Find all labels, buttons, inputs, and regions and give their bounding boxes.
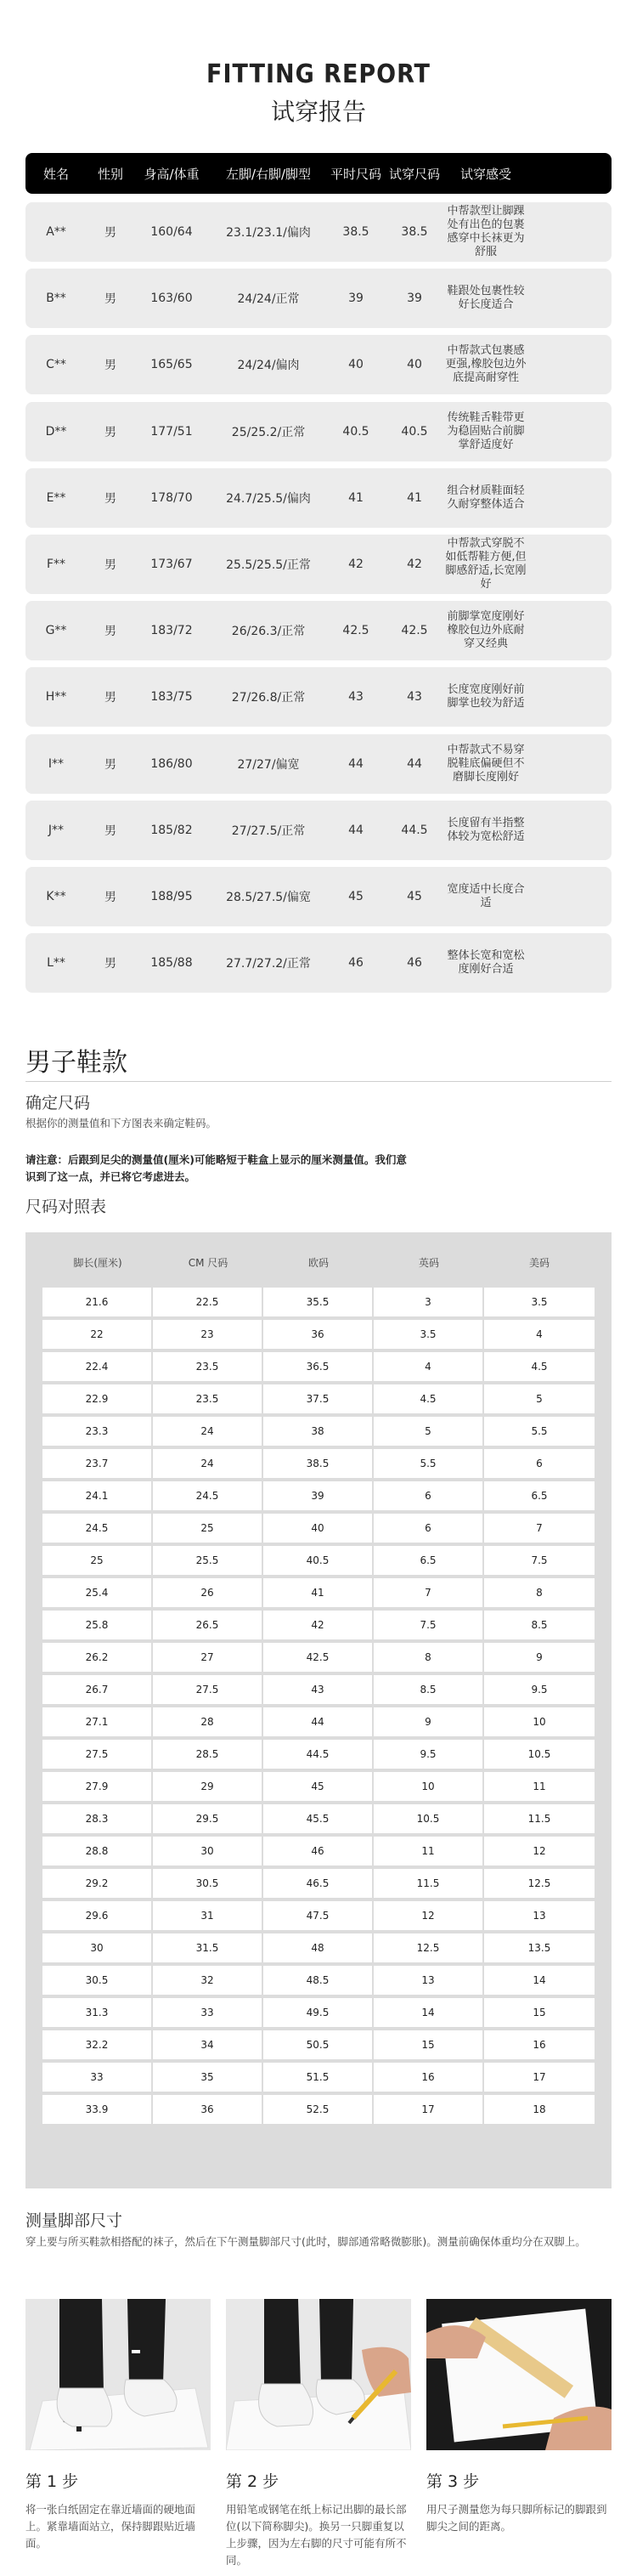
size-chart-row xyxy=(42,1998,595,2027)
size-chart-row xyxy=(42,1869,595,1898)
size-us: 7 xyxy=(536,1522,543,1534)
size-header-cm: CM 尺码 xyxy=(188,1256,228,1269)
fitting-row xyxy=(25,867,612,926)
fit-tried-size: 42.5 xyxy=(401,624,428,638)
fit-feet: 23.1/23.1/偏肉 xyxy=(226,226,311,240)
size-foot-length: 31.3 xyxy=(42,1998,153,2027)
header-tried-size: 试穿尺码 xyxy=(388,166,440,182)
fit-usual-size: 42 xyxy=(348,557,364,571)
size-us: 10.5 xyxy=(527,1748,551,1760)
size-foot-length: 27.5 xyxy=(42,1740,153,1769)
fit-usual-size: 39 xyxy=(348,292,364,306)
size-chart-row xyxy=(42,1546,595,1575)
fit-tried-size: 40 xyxy=(407,358,422,372)
header-feel: 试穿感受 xyxy=(459,166,511,182)
size-foot-length: 30 xyxy=(42,1933,153,1962)
fit-gender: 男 xyxy=(104,757,116,772)
fit-usual-size: 40.5 xyxy=(342,424,369,439)
size-uk: 3.5 xyxy=(374,1320,484,1349)
step-3-label: 第 3 步 xyxy=(426,2472,480,2491)
size-foot-length: 29.2 xyxy=(42,1869,153,1898)
fit-feet: 27.7/27.2/正常 xyxy=(226,957,311,971)
size-chart-row xyxy=(42,1933,595,1962)
size-us: 13.5 xyxy=(527,1942,551,1954)
fitting-row xyxy=(25,335,612,394)
size-foot-length: 22.4 xyxy=(42,1352,153,1381)
fit-feet: 25.5/25.5/正常 xyxy=(226,558,311,572)
fit-gender: 男 xyxy=(104,425,116,439)
size-us: 4 xyxy=(536,1328,543,1340)
size-foot-length: 25.8 xyxy=(42,1611,153,1639)
size-uk: 11 xyxy=(374,1837,484,1865)
size-us: 4.5 xyxy=(531,1361,548,1373)
size-uk: 6 xyxy=(374,1481,484,1510)
size-eu: 41 xyxy=(263,1578,374,1607)
size-us: 10 xyxy=(533,1716,546,1728)
header-height-weight: 身高/体重 xyxy=(144,166,200,182)
fit-tried-size: 43 xyxy=(407,690,422,705)
fit-height-weight: 177/51 xyxy=(150,424,193,439)
header-usual-size: 平时尺码 xyxy=(330,166,381,182)
fitting-row xyxy=(25,667,612,727)
size-foot-length: 23.3 xyxy=(42,1417,153,1446)
size-chart-row xyxy=(42,1449,595,1478)
size-eu: 44 xyxy=(263,1707,374,1736)
fit-feel: 整体长宽和宽松度刚好合适 xyxy=(447,949,525,977)
size-us: 9.5 xyxy=(531,1684,548,1696)
fit-usual-size: 42.5 xyxy=(342,624,369,638)
fit-usual-size: 43 xyxy=(348,690,364,705)
size-us: 7.5 xyxy=(531,1554,548,1566)
size-foot-length: 21.6 xyxy=(42,1288,153,1316)
size-chart-row xyxy=(42,1481,595,1510)
size-foot-length: 33 xyxy=(42,2063,153,2092)
size-chart-header xyxy=(42,1232,595,1292)
size-us: 5.5 xyxy=(531,1425,548,1437)
size-eu: 40.5 xyxy=(263,1546,374,1575)
confirm-size-desc: 根据你的测量值和下方图表来确定鞋码。 xyxy=(25,1117,217,1129)
size-cm: 26.5 xyxy=(153,1611,263,1639)
fit-usual-size: 41 xyxy=(348,490,364,505)
fit-height-weight: 178/70 xyxy=(150,490,193,505)
fit-feet: 27/27.5/正常 xyxy=(231,824,306,838)
size-uk: 13 xyxy=(374,1966,484,1995)
size-us: 11.5 xyxy=(527,1813,551,1825)
header-name: 姓名 xyxy=(42,166,69,182)
size-chart-row xyxy=(42,1320,595,1349)
size-header-uk: 英码 xyxy=(418,1256,439,1269)
size-header-eu: 欧码 xyxy=(307,1256,329,1269)
size-us: 18 xyxy=(533,2103,546,2115)
size-foot-length: 28.3 xyxy=(42,1804,153,1833)
size-uk: 7.5 xyxy=(374,1611,484,1639)
size-us: 13 xyxy=(533,1910,546,1922)
size-uk: 9 xyxy=(374,1707,484,1736)
fit-feel: 长度留有半指整体较为宽松舒适 xyxy=(447,816,525,843)
size-foot-length: 25 xyxy=(42,1546,153,1575)
fit-height-weight: 185/82 xyxy=(150,823,193,837)
size-chart-row xyxy=(42,1352,595,1381)
size-cm: 30.5 xyxy=(153,1869,263,1898)
size-cm: 25.5 xyxy=(153,1546,263,1575)
size-chart-heading: 尺码对照表 xyxy=(25,1197,107,1216)
header-feet: 左脚/右脚/脚型 xyxy=(225,166,312,182)
fit-name: K** xyxy=(46,889,66,903)
fitting-row xyxy=(25,269,612,328)
size-eu: 47.5 xyxy=(263,1901,374,1930)
size-us: 8 xyxy=(536,1587,543,1599)
fit-usual-size: 44 xyxy=(348,823,364,837)
fit-gender: 男 xyxy=(104,625,116,639)
size-eu: 44.5 xyxy=(263,1740,374,1769)
fit-feet: 27/26.8/正常 xyxy=(231,691,306,705)
step-2-label: 第 2 步 xyxy=(226,2472,279,2491)
size-uk: 17 xyxy=(374,2095,484,2124)
size-cm: 29.5 xyxy=(153,1804,263,1833)
fitting-row xyxy=(25,801,612,860)
size-chart-row xyxy=(42,1643,595,1672)
measure-feet-desc: 穿上要与所买鞋款相搭配的袜子，然后在下午测量脚部尺寸(此时，脚部通常略微膨胀)。测量前确保体重均分在双脚上。 xyxy=(25,2235,586,2248)
fit-height-weight: 163/60 xyxy=(150,292,193,306)
fitting-row xyxy=(25,468,612,528)
fit-name: F** xyxy=(46,557,66,571)
size-us: 12.5 xyxy=(527,1877,551,1889)
size-foot-length: 22 xyxy=(42,1320,153,1349)
fit-name: L** xyxy=(47,956,65,971)
size-uk: 16 xyxy=(374,2063,484,2092)
fit-tried-size: 39 xyxy=(407,292,422,306)
size-uk: 7 xyxy=(374,1578,484,1607)
fitting-row xyxy=(25,933,612,993)
ruler-measure-photo xyxy=(426,2299,612,2450)
size-uk: 12.5 xyxy=(374,1933,484,1962)
size-chart-row xyxy=(42,2063,595,2092)
size-eu: 43 xyxy=(263,1675,374,1704)
size-us: 3.5 xyxy=(531,1296,548,1308)
feet-on-paper-photo xyxy=(25,2299,211,2450)
size-us: 16 xyxy=(533,2039,546,2051)
size-uk: 5.5 xyxy=(374,1449,484,1478)
size-chart-row xyxy=(42,1611,595,1639)
step-1-label: 第 1 步 xyxy=(25,2472,79,2491)
fit-name: J** xyxy=(48,823,65,837)
size-cm: 32 xyxy=(153,1966,263,1995)
size-us: 5 xyxy=(536,1393,543,1405)
header-gender: 性别 xyxy=(97,166,123,182)
measure-feet-heading: 测量脚部尺寸 xyxy=(25,2211,123,2230)
size-cm: 33 xyxy=(153,1998,263,2027)
size-cm: 23.5 xyxy=(153,1384,263,1413)
size-cm: 28 xyxy=(153,1707,263,1736)
fit-tried-size: 44.5 xyxy=(401,823,428,837)
size-us: 15 xyxy=(533,2007,546,2018)
fit-gender: 男 xyxy=(104,491,116,506)
fit-gender: 男 xyxy=(104,890,116,904)
size-chart-table xyxy=(25,1232,612,2188)
marking-pen-photo xyxy=(226,2299,411,2450)
size-chart-row xyxy=(42,1417,595,1446)
size-cm: 27 xyxy=(153,1643,263,1672)
fit-gender: 男 xyxy=(104,824,116,838)
size-us: 14 xyxy=(533,1974,546,1986)
size-eu: 48 xyxy=(263,1933,374,1962)
size-cm: 31.5 xyxy=(153,1933,263,1962)
fit-name: A** xyxy=(46,225,66,239)
size-cm: 28.5 xyxy=(153,1740,263,1769)
fitting-table-body xyxy=(25,202,612,999)
fit-gender: 男 xyxy=(104,558,116,572)
fit-feel: 宽度适中长度合适 xyxy=(447,882,525,909)
size-us: 6.5 xyxy=(531,1490,548,1502)
size-header-foot-length: 脚长(厘米) xyxy=(73,1256,122,1269)
size-foot-length: 33.9 xyxy=(42,2095,153,2124)
size-chart-row xyxy=(42,1772,595,1801)
size-chart-row xyxy=(42,2030,595,2059)
size-uk: 8.5 xyxy=(374,1675,484,1704)
size-chart-row xyxy=(42,1288,595,1316)
size-cm: 35 xyxy=(153,2063,263,2092)
size-uk: 9.5 xyxy=(374,1740,484,1769)
fit-gender: 男 xyxy=(104,292,116,307)
fit-tried-size: 40.5 xyxy=(401,424,428,439)
size-chart-row xyxy=(42,1740,595,1769)
fitting-title-zh: 试穿报告 xyxy=(270,98,366,126)
size-eu: 42.5 xyxy=(263,1643,374,1672)
size-eu: 38.5 xyxy=(263,1449,374,1478)
size-cm: 23 xyxy=(153,1320,263,1349)
size-cm: 30 xyxy=(153,1837,263,1865)
fit-usual-size: 40 xyxy=(348,358,364,372)
fit-height-weight: 188/95 xyxy=(150,889,193,903)
fit-name: C** xyxy=(46,358,66,372)
size-foot-length: 27.1 xyxy=(42,1707,153,1736)
size-eu: 52.5 xyxy=(263,2095,374,2124)
size-cm: 22.5 xyxy=(153,1288,263,1316)
fit-feel: 中帮款式不易穿脱鞋底偏硬但不磨脚长度刚好 xyxy=(447,743,525,784)
size-uk: 3 xyxy=(374,1288,484,1316)
fit-tried-size: 46 xyxy=(407,956,422,971)
fit-tried-size: 42 xyxy=(407,557,422,571)
measurement-note: 请注意：后跟到足尖的测量值(厘米)可能略短于鞋盒上显示的厘米测量值。我们意识到了这一点，并已将它考虑进去。 xyxy=(25,1153,407,1183)
size-us: 6 xyxy=(536,1458,543,1469)
fit-feel: 鞋跟处包裹性较好长度适合 xyxy=(447,285,525,312)
fit-tried-size: 45 xyxy=(407,889,422,903)
fitting-title-en: FITTING REPORT xyxy=(206,59,431,89)
size-uk: 8 xyxy=(374,1643,484,1672)
fitting-row xyxy=(25,202,612,262)
size-eu: 38 xyxy=(263,1417,374,1446)
size-chart-row xyxy=(42,1966,595,1995)
fit-feet: 24/24/偏肉 xyxy=(237,359,300,373)
size-uk: 10 xyxy=(374,1772,484,1801)
fit-name: E** xyxy=(46,490,66,505)
mens-section-title: 男子鞋款 xyxy=(25,1048,127,1078)
size-foot-length: 30.5 xyxy=(42,1966,153,1995)
fitting-row xyxy=(25,535,612,594)
fit-usual-size: 45 xyxy=(348,889,364,903)
size-foot-length: 28.8 xyxy=(42,1837,153,1865)
size-us: 12 xyxy=(533,1845,546,1857)
fit-feet: 24.7/25.5/偏肉 xyxy=(226,491,311,506)
size-us: 11 xyxy=(533,1781,546,1792)
size-eu: 37.5 xyxy=(263,1384,374,1413)
fit-feet: 25/25.2/正常 xyxy=(231,425,306,439)
fit-gender: 男 xyxy=(104,226,116,240)
size-eu: 45.5 xyxy=(263,1804,374,1833)
size-cm: 25 xyxy=(153,1514,263,1543)
size-eu: 35.5 xyxy=(263,1288,374,1316)
fit-height-weight: 183/75 xyxy=(150,690,193,705)
size-chart-row xyxy=(42,1514,595,1543)
size-foot-length: 27.9 xyxy=(42,1772,153,1801)
fit-usual-size: 46 xyxy=(348,956,364,971)
fit-name: I** xyxy=(48,756,65,771)
size-foot-length: 25.4 xyxy=(42,1578,153,1607)
size-us: 9 xyxy=(536,1651,543,1663)
fit-usual-size: 44 xyxy=(348,756,364,771)
fit-height-weight: 173/67 xyxy=(150,557,193,571)
size-foot-length: 29.6 xyxy=(42,1901,153,1930)
fit-height-weight: 160/64 xyxy=(150,225,193,239)
size-eu: 45 xyxy=(263,1772,374,1801)
size-uk: 6 xyxy=(374,1514,484,1543)
fit-feel: 中帮款式穿脱不如低帮鞋方便,但脚感舒适,长宽刚好 xyxy=(445,536,527,591)
fit-feel: 前脚掌宽度刚好橡胶包边外底耐穿又经典 xyxy=(447,610,525,651)
size-foot-length: 24.5 xyxy=(42,1514,153,1543)
size-uk: 4.5 xyxy=(374,1384,484,1413)
size-cm: 24 xyxy=(153,1449,263,1478)
size-cm: 31 xyxy=(153,1901,263,1930)
fit-tried-size: 44 xyxy=(407,756,422,771)
size-foot-length: 23.7 xyxy=(42,1449,153,1478)
size-eu: 50.5 xyxy=(263,2030,374,2059)
fit-tried-size: 38.5 xyxy=(401,225,428,239)
confirm-size-heading: 确定尺码 xyxy=(25,1094,91,1112)
fit-usual-size: 38.5 xyxy=(342,225,369,239)
size-uk: 11.5 xyxy=(374,1869,484,1898)
size-eu: 48.5 xyxy=(263,1966,374,1995)
fit-feet: 28.5/27.5/偏宽 xyxy=(226,890,311,904)
size-eu: 49.5 xyxy=(263,1998,374,2027)
size-chart-row xyxy=(42,1837,595,1865)
step-3-text: 用尺子测量您为每只脚所标记的脚跟到脚尖之间的距离。 xyxy=(426,2503,607,2533)
fit-feel: 中帮款式包裹感更强,橡胶包边外底提高耐穿性 xyxy=(445,344,527,385)
size-uk: 12 xyxy=(374,1901,484,1930)
size-chart-row xyxy=(42,1707,595,1736)
size-eu: 42 xyxy=(263,1611,374,1639)
fitting-row xyxy=(25,402,612,461)
size-cm: 24.5 xyxy=(153,1481,263,1510)
fit-height-weight: 185/88 xyxy=(150,956,193,971)
fit-height-weight: 186/80 xyxy=(150,756,193,771)
size-foot-length: 22.9 xyxy=(42,1384,153,1413)
size-cm: 26 xyxy=(153,1578,263,1607)
size-eu: 46.5 xyxy=(263,1869,374,1898)
fit-gender: 男 xyxy=(104,359,116,373)
size-eu: 36 xyxy=(263,1320,374,1349)
fit-feet: 26/26.3/正常 xyxy=(231,625,306,639)
fit-feel: 长度宽度刚好前脚掌也较为舒适 xyxy=(447,683,525,711)
fitting-row xyxy=(25,601,612,660)
size-cm: 36 xyxy=(153,2095,263,2124)
size-chart-row xyxy=(42,1578,595,1607)
fit-name: B** xyxy=(46,292,66,306)
size-chart-row xyxy=(42,1384,595,1413)
size-foot-length: 32.2 xyxy=(42,2030,153,2059)
size-uk: 15 xyxy=(374,2030,484,2059)
fit-feet: 27/27/偏宽 xyxy=(237,757,300,772)
size-header-us: 美码 xyxy=(528,1256,550,1269)
size-eu: 40 xyxy=(263,1514,374,1543)
size-cm: 23.5 xyxy=(153,1352,263,1381)
size-eu: 36.5 xyxy=(263,1352,374,1381)
size-cm: 27.5 xyxy=(153,1675,263,1704)
size-cm: 24 xyxy=(153,1417,263,1446)
size-uk: 5 xyxy=(374,1417,484,1446)
size-cm: 34 xyxy=(153,2030,263,2059)
fit-tried-size: 41 xyxy=(407,490,422,505)
size-eu: 39 xyxy=(263,1481,374,1510)
fit-feel: 中帮款型让脚踝处有出色的包裹感穿中长袜更为舒服 xyxy=(447,205,525,258)
fitting-row xyxy=(25,734,612,794)
fit-name: G** xyxy=(45,624,67,638)
fit-feet: 24/24/正常 xyxy=(237,292,300,307)
size-foot-length: 26.2 xyxy=(42,1643,153,1672)
size-chart-row xyxy=(42,2095,595,2124)
size-eu: 51.5 xyxy=(263,2063,374,2092)
size-chart-row xyxy=(42,1804,595,1833)
step-1-text: 将一张白纸固定在靠近墙面的硬地面上。紧靠墙面站立，保持脚跟贴近墙面。 xyxy=(25,2503,196,2550)
size-chart-row xyxy=(42,1675,595,1704)
fit-gender: 男 xyxy=(104,691,116,705)
fit-feel: 组合材质鞋面轻久耐穿整体适合 xyxy=(447,484,525,511)
size-us: 17 xyxy=(533,2071,546,2083)
size-cm: 29 xyxy=(153,1772,263,1801)
size-foot-length: 24.1 xyxy=(42,1481,153,1510)
fit-height-weight: 183/72 xyxy=(150,624,193,638)
size-chart-row xyxy=(42,1901,595,1930)
fit-feel: 传统鞋舌鞋带更为稳固贴合前脚掌舒适度好 xyxy=(447,410,525,451)
size-us: 8.5 xyxy=(531,1619,548,1631)
size-uk: 4 xyxy=(374,1352,484,1381)
section-divider xyxy=(25,1081,612,1082)
fit-name: H** xyxy=(45,690,67,705)
size-uk: 14 xyxy=(374,1998,484,2027)
fitting-table-header xyxy=(25,153,612,194)
fit-height-weight: 165/65 xyxy=(150,358,193,372)
size-uk: 10.5 xyxy=(374,1804,484,1833)
size-chart-body xyxy=(42,1288,595,2127)
fit-gender: 男 xyxy=(104,957,116,971)
size-eu: 46 xyxy=(263,1837,374,1865)
fit-name: D** xyxy=(45,424,67,439)
step-2-text: 用铅笔或钢笔在纸上标记出脚的最长部位(以下简称脚尖)。换另一只脚重复以上步骤，因为左右脚的尺寸可能有所不同。 xyxy=(226,2503,407,2567)
size-foot-length: 26.7 xyxy=(42,1675,153,1704)
size-uk: 6.5 xyxy=(374,1546,484,1575)
